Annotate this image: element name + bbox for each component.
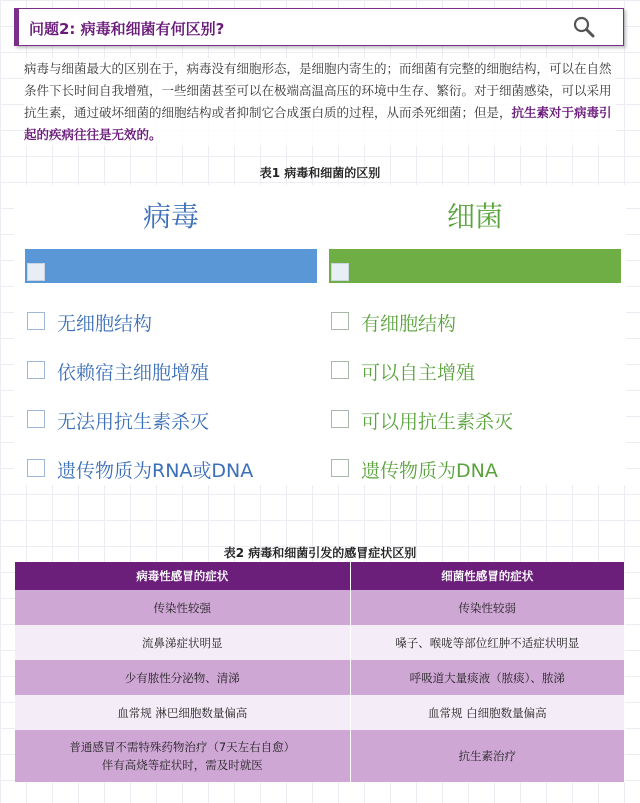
virus-item	[25, 356, 317, 386]
intro-paragraph	[24, 58, 616, 146]
table-cell: 抗生素治疗	[350, 730, 624, 782]
table-cell: 呼吸道大量痰液（脓痰）、脓涕	[350, 660, 624, 695]
bacteria-item-text: 有细胞结构	[361, 313, 457, 335]
bacteria-item-text: 可以用抗生素杀灭	[361, 411, 514, 433]
checkbox-icon	[331, 410, 349, 428]
table-cell: 血常规 白细胞数量偏高	[350, 695, 624, 730]
question-title: 问题2: 病毒和细菌有何区别?	[29, 20, 225, 38]
intro-text: 病毒与细菌最大的区别在于，病毒没有细胞形态，是细胞内寄生的；而细菌有完整的细胞结构，可以在自然条件下长时间自我增殖，一些细菌甚至可以在极端高温高压的环境中生存、繁衍。对于细菌感染，可以采用抗生素，通过破坏细菌的细胞结构或者抑制它合成蛋白质的过程，从而杀死细菌；但是，	[24, 61, 612, 120]
header-cell-virus: 病毒性感冒的症状	[15, 562, 350, 590]
table-row	[15, 660, 625, 695]
checkbox-icon	[331, 312, 349, 330]
search-icon[interactable]	[573, 16, 595, 38]
virus-column	[25, 185, 317, 485]
bacteria-heading: 细菌	[446, 200, 503, 233]
intro-highlight: 抗生素对于病毒引起的疾病往往是无效的。	[24, 105, 612, 142]
virus-item-text: 依赖宿主细胞增殖	[57, 362, 210, 384]
bacteria-item	[329, 405, 621, 435]
table-cell: 血常规 淋巴细胞数量偏高	[15, 695, 350, 730]
table-row	[15, 730, 625, 782]
table-cell: 普通感冒不需特殊药物治疗（7天左右自愈） 伴有高烧等症状时，需及时就医	[15, 730, 350, 782]
virus-item-text: 遗传物质为RNA或DNA	[57, 460, 254, 482]
checkbox-icon	[27, 410, 45, 428]
virus-item	[25, 307, 317, 337]
table-cell: 传染性较强	[15, 590, 350, 625]
table-row	[15, 695, 625, 730]
table-cell: 少有脓性分泌物、清涕	[15, 660, 350, 695]
bacteria-column	[329, 185, 621, 485]
table-header-row	[15, 562, 625, 590]
virus-bar	[25, 249, 317, 283]
question-box	[14, 8, 624, 46]
table-cell: 嗓子、喉咙等部位红肿不适症状明显	[350, 625, 624, 660]
bacteria-item-text: 可以自主增殖	[361, 362, 476, 384]
checkbox-icon	[27, 312, 45, 330]
checkbox-icon	[27, 459, 45, 477]
virus-item	[25, 405, 317, 435]
table2-caption: 表2 病毒和细菌引发的感冒症状区别	[223, 546, 417, 560]
virus-item	[25, 454, 317, 484]
bacteria-item	[329, 307, 621, 337]
table-row	[15, 590, 625, 625]
virus-item-text: 无法用抗生素杀灭	[57, 411, 210, 433]
checkbox-icon	[331, 361, 349, 379]
virus-bacteria-comparison	[14, 185, 626, 485]
table1-caption: 表1 病毒和细菌的区别	[259, 166, 381, 180]
header-cell-bacteria: 细菌性感冒的症状	[350, 562, 624, 590]
table-row	[15, 625, 625, 660]
checkbox-icon	[27, 361, 45, 379]
virus-heading: 病毒	[142, 200, 199, 233]
bacteria-item	[329, 356, 621, 386]
checkbox-icon	[331, 459, 349, 477]
bacteria-item	[329, 454, 621, 484]
bar-notch	[331, 263, 349, 281]
bar-notch	[27, 263, 45, 281]
table-cell: 传染性较弱	[350, 590, 624, 625]
virus-item-text: 无细胞结构	[57, 313, 153, 335]
bacteria-bar	[329, 249, 621, 283]
table-cell: 流鼻涕症状明显	[15, 625, 350, 660]
bacteria-item-text: 遗传物质为DNA	[361, 460, 498, 482]
symptom-table	[15, 562, 625, 782]
